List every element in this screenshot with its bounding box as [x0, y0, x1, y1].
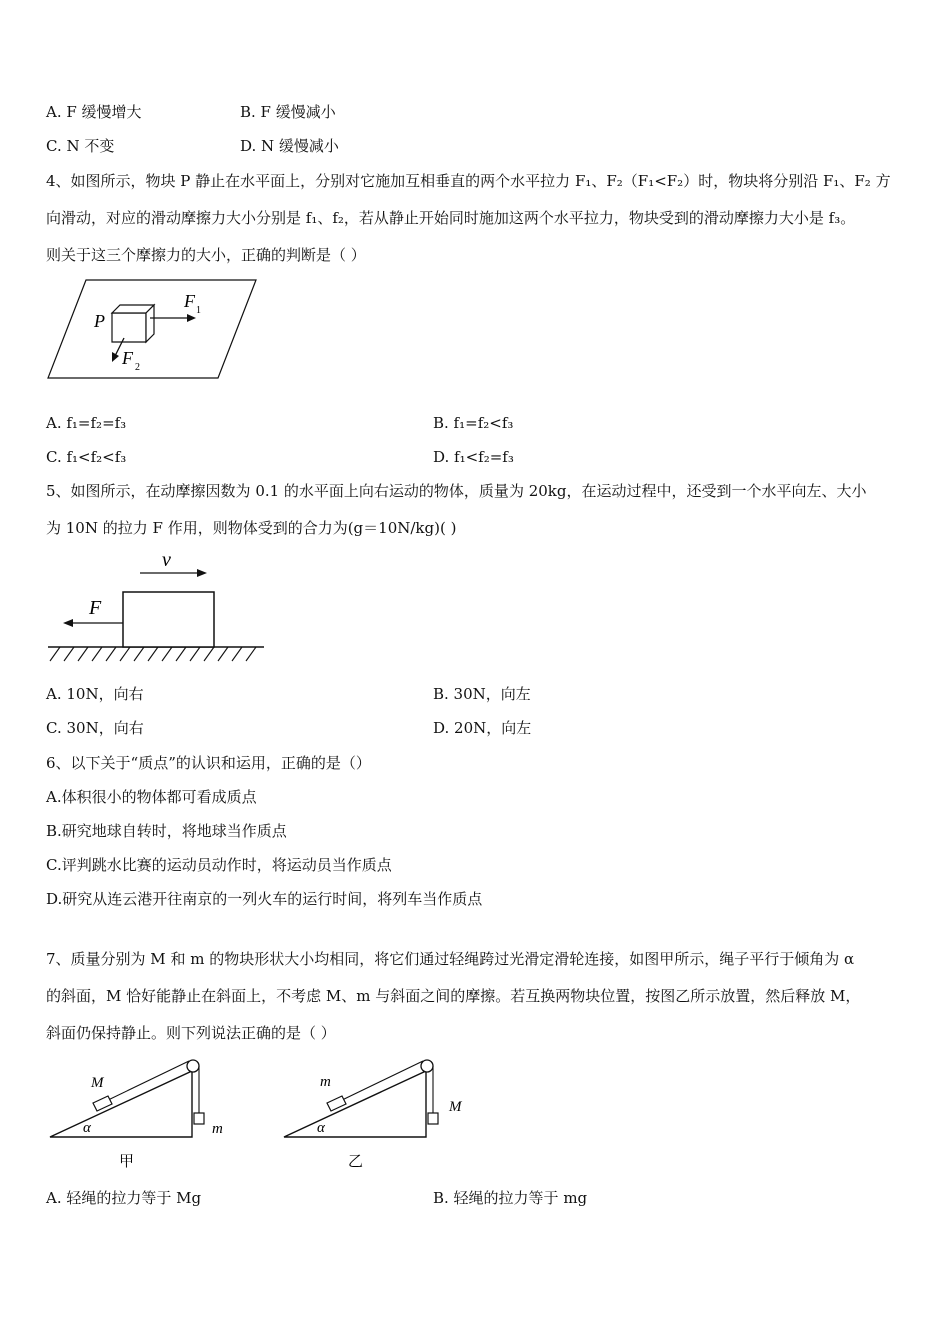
q3-option-c: C. N 不变 — [46, 137, 115, 155]
q6-stem: 6、以下关于“质点”的认识和运用，正确的是（） — [46, 754, 371, 772]
q4-arrow-f2 — [112, 352, 119, 362]
q6-option-c: C.评判跳水比赛的运动员动作时，将运动员当作质点 — [46, 856, 392, 874]
q5-block — [123, 592, 214, 647]
q7-jia-label-alpha: α — [83, 1120, 91, 1136]
q7-yi-label-m-big: M — [449, 1099, 462, 1115]
q4-stem-line1: 4、如图所示，物块 P 静止在水平面上，分别对它施加互相垂直的两个水平拉力 F₁、F₂（F₁<F₂）时，物块将分别沿 F₁、F₂ 方 — [46, 172, 891, 190]
q3-option-d: D. N 缓慢减小 — [240, 137, 339, 155]
q6-option-b: B.研究地球自转时，将地球当作质点 — [46, 822, 287, 840]
q7-option-b: B. 轻绳的拉力等于 mg — [433, 1189, 588, 1207]
q4-label-f1: F — [184, 291, 195, 311]
q5-figure — [46, 548, 266, 666]
q4-block-front — [112, 313, 146, 342]
q4-label-f1-sub: 1 — [196, 305, 201, 316]
q4-arrow-f1 — [187, 314, 196, 322]
q7-yi-label-alpha: α — [317, 1120, 325, 1136]
q4-option-b: B. f₁=f₂<f₃ — [433, 414, 514, 432]
q5-option-a: A. 10N，向右 — [46, 685, 144, 703]
q7-stem-line3: 斜面仍保持静止。则下列说法正确的是（ ） — [46, 1024, 336, 1042]
q6-option-a: A.体积很小的物体都可看成质点 — [46, 788, 257, 806]
q7-figure-jia — [46, 1055, 246, 1175]
q7-figure-yi — [280, 1055, 480, 1175]
q7-stem-line1: 7、质量分别为 M 和 m 的物块形状大小均相同，将它们通过轻绳跨过光滑定滑轮连接，如图甲所示，绳子平行于倾角为 α — [46, 950, 855, 968]
q4-option-a: A. f₁=f₂=f₃ — [46, 414, 127, 432]
q7-stem-line2: 的斜面，M 恰好能静止在斜面上，不考虑 M、m 与斜面之间的摩擦。若互换两物块位置，按图乙所示放置，然后释放 M， — [46, 987, 861, 1005]
q7-yi-hanging-block — [428, 1113, 438, 1124]
q7-option-a: A. 轻绳的拉力等于 Mg — [46, 1189, 202, 1207]
q4-stem-line2: 向滑动，对应的滑动摩擦力大小分别是 f₁、f₂，若从静止开始同时施加这两个水平拉力，物块受到的滑动摩擦力大小是 f₃。 — [46, 209, 856, 227]
q7-jia-pulley — [187, 1060, 199, 1072]
q4-label-p: P — [94, 311, 105, 331]
q7-yi-incline — [284, 1071, 426, 1137]
q5-arrow-v — [197, 569, 207, 577]
q5-label-v: v — [162, 549, 171, 571]
q7-yi-caption: 乙 — [348, 1154, 364, 1170]
q4-label-f2: F — [122, 348, 133, 368]
q5-option-b: B. 30N，向左 — [433, 685, 531, 703]
q7-jia-incline — [50, 1071, 192, 1137]
q5-option-c: C. 30N，向右 — [46, 719, 144, 737]
q7-jia-label-m-small: m — [212, 1121, 223, 1137]
q3-option-b: B. F 缓慢减小 — [240, 103, 336, 121]
q5-label-f: F — [89, 597, 102, 619]
q4-option-d: D. f₁<f₂=f₃ — [433, 448, 514, 466]
q4-option-c: C. f₁<f₂<f₃ — [46, 448, 127, 466]
q7-yi-label-m-small: m — [320, 1074, 331, 1090]
q5-stem-line1: 5、如图所示，在动摩擦因数为 0.1 的水平面上向右运动的物体，质量为 20kg，在运动过程中，还受到一个水平向左、大小 — [46, 482, 867, 500]
q7-yi-pulley — [421, 1060, 433, 1072]
q7-jia-hanging-block — [194, 1113, 204, 1124]
q7-jia-caption: 甲 — [119, 1154, 135, 1170]
q7-jia-label-m-big: M — [91, 1075, 104, 1091]
q5-stem-line2: 为 10N 的拉力 F 作用，则物体受到的合力为(g＝10N/kg)( ) — [46, 519, 457, 537]
q4-label-f2-sub: 2 — [135, 362, 140, 373]
q6-option-d: D.研究从连云港开往南京的一列火车的运行时间，将列车当作质点 — [46, 890, 483, 908]
q3-option-a: A. F 缓慢增大 — [46, 103, 142, 121]
q5-arrow-f — [63, 619, 73, 627]
q4-figure — [46, 278, 261, 383]
q5-option-d: D. 20N，向左 — [433, 719, 532, 737]
q4-stem-line3: 则关于这三个摩擦力的大小，正确的判断是（ ） — [46, 246, 366, 264]
